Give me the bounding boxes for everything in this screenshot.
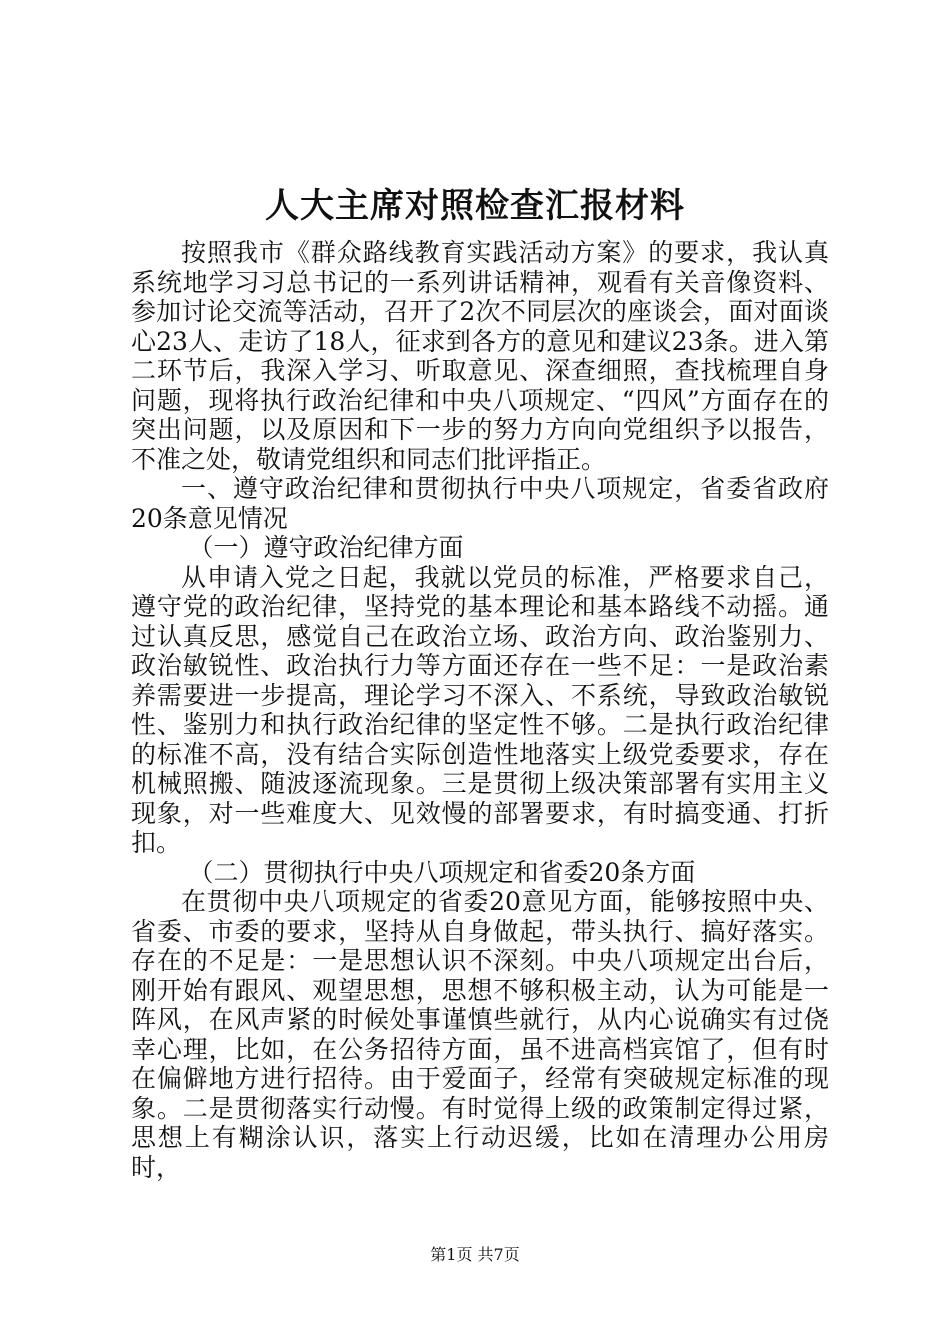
document-title: 人大主席对照检查汇报材料 bbox=[265, 186, 685, 226]
section-heading-1: 一、遵守政治纪律和贯彻执行中央八项规定，省委省政府20条意见情况 bbox=[131, 474, 829, 533]
page-footer: 第1页 共7页 bbox=[430, 1245, 520, 1264]
paragraph-intro: 按照我市《群众路线教育实践活动方案》的要求，我认真系统地学习习总书记的一系列讲话精神，观看有关音像资料、参加讨论交流等活动，召开了2次不同层次的座谈会，面对面谈心23人、走访了18人，征求到各方的意见和建议23条。进入第二环节后，我深入学习、听取意见、深查细照，查找梳理自身问题，现将执行政治纪律和中央八项规定、“四风”方面存在的突出问题，以及原因和下一步的努力方向向党组织予以报告，不准之处，敬请党组织和同志们批评指正。 bbox=[131, 238, 829, 474]
paragraph-eight-rules: 在贯彻中央八项规定的省委20意见方面，能够按照中央、省委、市委的要求，坚持从自身做起，带头执行、搞好落实。存在的不足是：一是思想认识不深刻。中央八项规定出台后，刚开始有跟风、观望思想，思想不够积极主动，认为可能是一阵风，在风声紧的时候处事谨慎些就行，从内心说确实有过侥幸心理，比如，在公务招待方面，虽不进高档宾馆了，但有时在偏僻地方进行招待。由于爱面子，经常有突破规定标准的现象。二是贯彻落实行动慢。有时觉得上级的政策制定得过紧，思想上有糊涂认识，落实上行动迟缓，比如在清理办公用房时， bbox=[131, 887, 829, 1182]
subsection-heading-1: （一）遵守政治纪律方面 bbox=[188, 533, 464, 562]
subsection-heading-2: （二）贯彻执行中央八项规定和省委20条方面 bbox=[188, 857, 696, 887]
document-body bbox=[131, 238, 829, 1182]
paragraph-political-discipline: 从申请入党之日起，我就以党员的标准，严格要求自己，遵守党的政治纪律，坚持党的基本理论和基本路线不动摇。通过认真反思，感觉自己在政治立场、政治方向、政治鉴别力、政治敏锐性、政治执行力等方面还存在一些不足：一是政治素养需要进一步提高，理论学习不深入、不系统，导致政治敏锐性、鉴别力和执行政治纪律的坚定性不够。二是执行政治纪律的标准不高，没有结合实际创造性地落实上级党委要求，存在机械照搬、随波逐流现象。三是贯彻上级决策部署有实用主义现象，对一些难度大、见效慢的部署要求，有时搞变通、打折扣。 bbox=[131, 562, 829, 857]
